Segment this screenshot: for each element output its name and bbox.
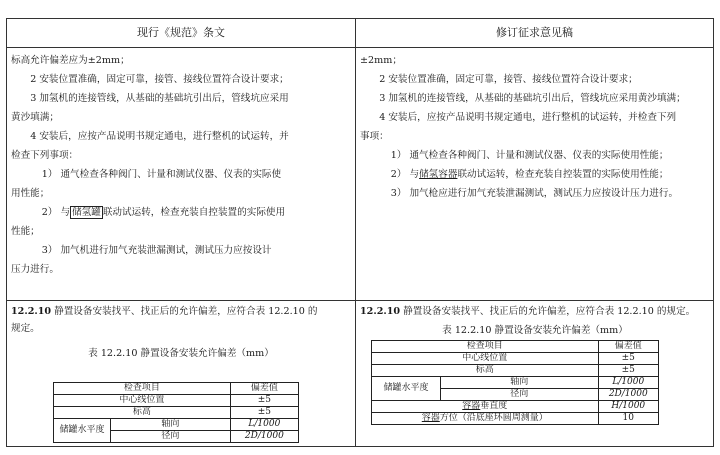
table-cell: 储罐水平度 xyxy=(372,377,441,401)
text-line: 2 安装位置准确，固定可靠，接管、接线位置符合设计要求； xyxy=(30,74,289,85)
table-cell: 2D/1000 xyxy=(598,389,658,401)
table-cell: ±5 xyxy=(598,365,658,377)
table-cell: 储罐水平度 xyxy=(54,419,111,443)
table-row xyxy=(372,365,659,377)
text-fragment: 垂直度 xyxy=(480,401,508,411)
table-cell: 标高 xyxy=(54,407,231,419)
table-cell: H/1000 xyxy=(598,401,658,413)
table-cell: L/1000 xyxy=(598,377,658,389)
table-cell: 径向 xyxy=(441,389,599,401)
text-line: 4 安装后，应按产品说明书规定通电，进行整机的试运转，并检查下列 xyxy=(379,112,677,123)
table-header-cell: 检查项目 xyxy=(54,383,231,395)
table-cell: 轴向 xyxy=(111,419,231,431)
text-fragment: 方位（沿底座环圆周测量） xyxy=(439,413,548,423)
deviation-table-revision xyxy=(371,340,659,425)
table-cell: L/1000 xyxy=(230,419,298,431)
text-line: 用性能； xyxy=(11,188,50,199)
table-row xyxy=(54,419,299,431)
list-item xyxy=(11,203,351,222)
text-line xyxy=(360,303,710,320)
list-item xyxy=(360,165,710,184)
text-line: 3 加氢机的连接管线，从基础的基础坑引出后，管线坑应采用黄沙填满； xyxy=(379,93,686,104)
text-fragment: 联动试运转，检查充装自控装置的实际使用 xyxy=(102,207,286,218)
text-line: 黄沙填满； xyxy=(11,112,59,123)
table-title: 表 12.2.10 静置设备安装允许偏差（mm） xyxy=(88,348,274,359)
table-row xyxy=(54,407,299,419)
text-line: 4 安装后，应按产品说明书规定通电，进行整机的试运转，并 xyxy=(30,131,289,142)
right-upper-text xyxy=(360,51,710,203)
table-row xyxy=(372,377,659,389)
table-cell xyxy=(372,401,599,413)
list-item: 1） 通气检查各种阀门、计量和测试仪器、仪表的实际使 xyxy=(41,169,282,180)
text-line xyxy=(11,303,351,320)
text-line: ±2mm； xyxy=(360,55,402,66)
underlined-term: 容器 xyxy=(462,401,481,411)
table-cell: ±5 xyxy=(598,353,658,365)
table-cell: 标高 xyxy=(372,365,599,377)
list-item: 3） 加气机进行加气充装泄漏测试，测试压力应按设计 xyxy=(41,245,272,256)
text-line: 压力进行。 xyxy=(11,264,59,275)
table-cell: 轴向 xyxy=(441,377,599,389)
comparison-table xyxy=(6,18,714,447)
underlined-term: 容器 xyxy=(421,413,440,423)
table-row xyxy=(372,413,659,425)
clause-number: 12.2.10 xyxy=(360,306,401,317)
text-line: 3 加氢机的连接管线，从基础的基础坑引出后，管线坑应采用 xyxy=(30,93,289,104)
table-title: 表 12.2.10 静置设备安装允许偏差（mm） xyxy=(442,325,628,336)
table-header-cell: 偏差值 xyxy=(598,341,658,353)
text-fragment: 2） 与 xyxy=(41,207,71,218)
column-divider xyxy=(355,19,356,446)
table-cell: ±5 xyxy=(230,395,298,407)
table-row xyxy=(54,383,299,395)
list-item: 1） 通气检查各种阀门、计量和测试仪器、仪表的实际使用性能； xyxy=(390,150,669,161)
text-fragment: 静置设备安装找平、找正后的允许偏差，应符合表 12.2.10 的 xyxy=(51,306,318,317)
table-cell: 中心线位置 xyxy=(54,395,231,407)
underlined-term: 储氢容器 xyxy=(419,169,458,180)
table-header-cell: 偏差值 xyxy=(230,383,298,395)
table-row xyxy=(372,341,659,353)
table-cell: 2D/1000 xyxy=(230,431,298,443)
header-revision-draft: 修订征求意见稿 xyxy=(356,19,713,48)
table-cell: 径向 xyxy=(111,431,231,443)
text-line: 2 安装位置准确，固定可靠，接管、接线位置符合设计要求； xyxy=(379,74,638,85)
deviation-table-current xyxy=(53,382,299,443)
table-row xyxy=(372,401,659,413)
table-cell: 中心线位置 xyxy=(372,353,599,365)
list-item: 3） 加气枪应进行加气充装泄漏测试，测试压力应按设计压力进行。 xyxy=(390,188,679,199)
text-fragment: 联动试运转，检查充装自控装置的实际使用性能； xyxy=(457,169,669,180)
boxed-term: 储氢罐 xyxy=(72,207,101,218)
table-row xyxy=(54,395,299,407)
left-lower-clause xyxy=(11,303,351,362)
table-header-cell: 检查项目 xyxy=(372,341,599,353)
right-lower-clause xyxy=(360,303,710,339)
left-upper-text xyxy=(11,51,351,279)
row-divider xyxy=(7,300,713,301)
text-line: 性能； xyxy=(11,226,40,237)
text-line: 事项： xyxy=(360,131,389,142)
text-line: 标高允许偏差应为±2mm； xyxy=(11,55,130,66)
clause-number: 12.2.10 xyxy=(11,306,52,317)
text-fragment: 静置设备安装找平、找正后的允许偏差，应符合表 12.2.10 的规定。 xyxy=(400,306,696,317)
table-cell: ±5 xyxy=(230,407,298,419)
text-fragment: 2） 与 xyxy=(390,169,420,180)
text-line: 检查下列事项： xyxy=(11,150,79,161)
table-cell: 10 xyxy=(598,413,658,425)
text-line: 规定。 xyxy=(11,323,40,334)
header-current-clause: 现行《规范》条文 xyxy=(7,19,355,48)
table-row xyxy=(372,353,659,365)
table-cell xyxy=(372,413,599,425)
